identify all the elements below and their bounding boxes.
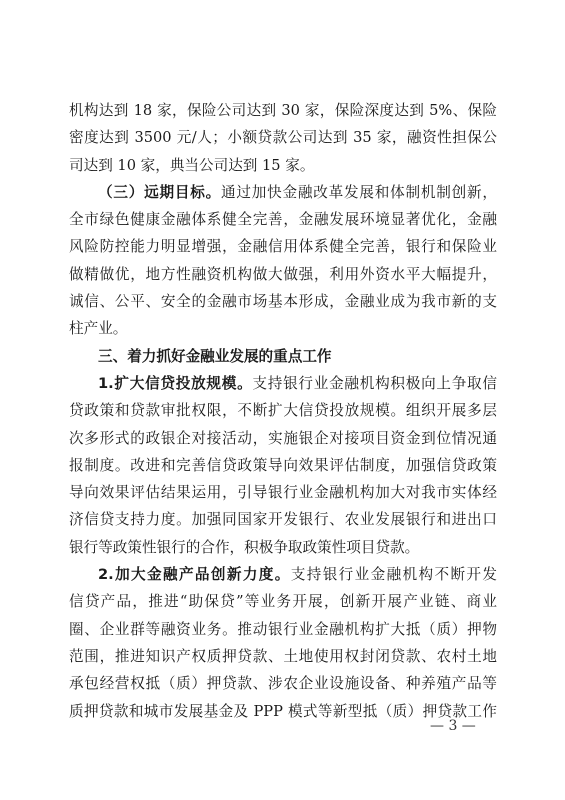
- text-line: 柱产业。: [69, 320, 128, 338]
- text-line: 做精做优，地方性融资机构做大做强，利用外资水平大幅提升，: [69, 265, 497, 283]
- text-line: 银行等政策性银行的合作，积极争取政策性项目贷款。: [69, 538, 420, 556]
- text-line: 导向效果评估结果运用，引导银行业金融机构加大对我市实体经: [69, 484, 497, 502]
- text-line: 全市绿色健康金融体系健全完善，金融发展环境显著优化，金融: [69, 211, 497, 229]
- text-line: [69, 179, 497, 206]
- text-line: 范围，推进知识产权质押贷款、土地使用权封闭贷款、农村土地: [69, 647, 497, 665]
- text-line: 承包经营权抵（质）押贷款、涉农企业设施设备、种养殖产品等: [69, 675, 497, 693]
- paragraph-heading: 1.扩大信贷投放规模。: [98, 374, 253, 392]
- paragraph-heading: （三）远期目标。: [98, 183, 222, 201]
- text-line: 贷政策和贷款审批权限，不断扩大信贷投放规模。组织开展多层: [69, 402, 497, 420]
- text-line: 信贷产品，推进“助保贷”等业务开展，创新开展产业链、商业: [69, 593, 497, 611]
- text-line: 质押贷款和城市发展基金及 PPP 模式等新型抵（质）押贷款工作: [69, 702, 497, 720]
- text-segment: 支持银行业金融机构积极向上争取信: [252, 374, 497, 392]
- page-number: — 3 —: [430, 718, 476, 734]
- text-line: [69, 561, 497, 588]
- text-line: 诚信、公平、安全的金融市场基本形成，金融业成为我市新的支: [69, 293, 497, 311]
- text-line: 圈、企业群等融资业务。推动银行业金融机构扩大抵（质）押物: [69, 620, 497, 638]
- text-line: 机构达到 18 家，保险公司达到 30 家，保险深度达到 5%、保险: [69, 102, 497, 119]
- text-line: 报制度。改进和完善信贷政策导向效果评估制度，加强信贷政策: [69, 456, 497, 474]
- text-line: 密度达到 3500 元/人；小额贷款公司达到 35 家，融资性担保公: [69, 129, 497, 147]
- text-line: 次多形式的政银企对接活动，实施银企对接项目资金到位情况通: [69, 429, 497, 447]
- section-heading: 三、着力抓好金融业发展的重点工作: [98, 347, 332, 365]
- paragraph-item-2: [69, 561, 497, 725]
- text-line: 济信贷支持力度。加强同国家开发银行、农业发展银行和进出口: [69, 511, 497, 529]
- text-segment: 通过加快金融改革发展和体制机制创新，: [221, 183, 497, 201]
- text-line: 司达到 10 家，典当公司达到 15 家。: [69, 156, 315, 174]
- paragraph-item-1: [69, 370, 497, 561]
- text-segment: 支持银行业金融机构不断开发: [290, 566, 497, 584]
- text-line: 风险防控能力明显增强，金融信用体系健全完善，银行和保险业: [69, 238, 497, 256]
- paragraph-intro: [69, 97, 497, 179]
- text-line: [69, 370, 497, 397]
- document-body: [69, 97, 497, 725]
- paragraph-long-term-goals: [69, 179, 497, 343]
- paragraph-heading: 2.加大金融产品创新力度。: [98, 566, 291, 584]
